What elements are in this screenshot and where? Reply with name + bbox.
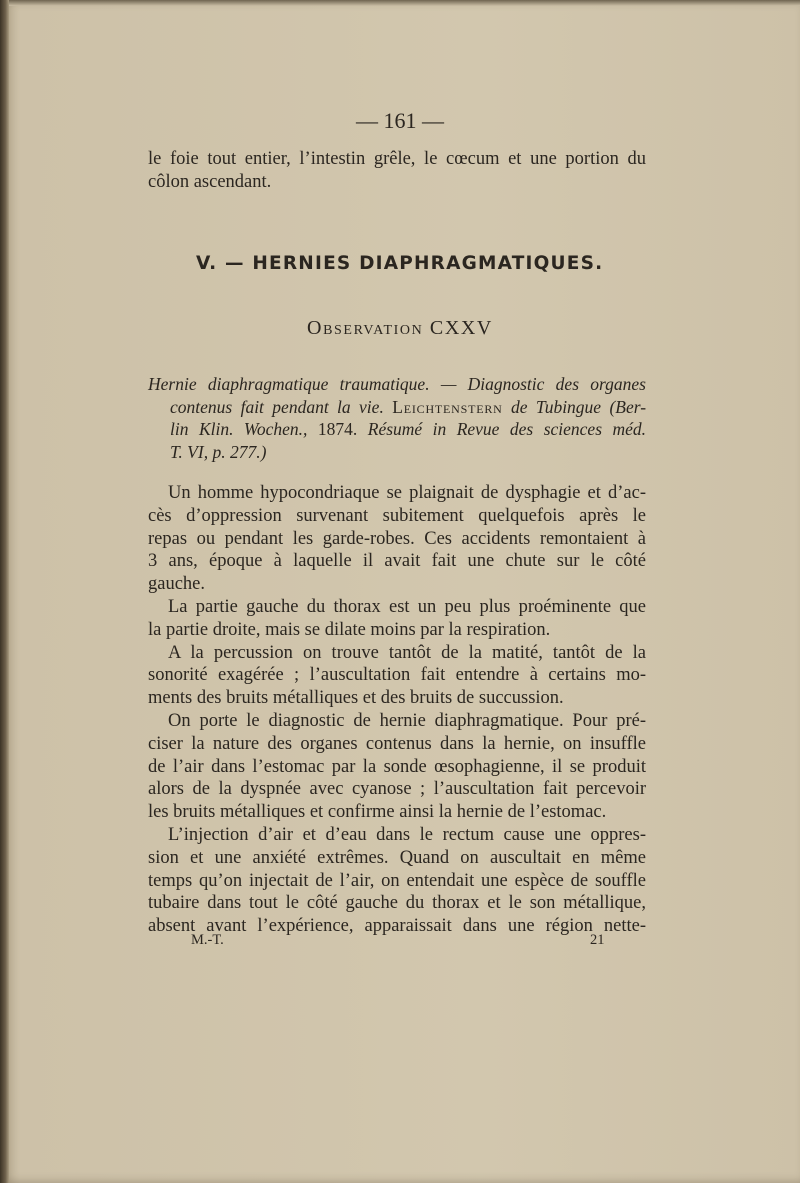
reference-author: Leichtenstern — [392, 396, 503, 417]
reference-title-cont: contenus fait pendant la vie. — [170, 396, 384, 417]
intro-line: côlon ascendant. — [148, 171, 272, 192]
reference-line — [148, 418, 646, 441]
text-line: On porte le diagnostic de hernie diaphragmatique. Pour pré- — [168, 710, 646, 731]
text-line: alors de la dyspnée avec cyanose ; l’auscultation fait percevoir — [148, 779, 646, 800]
section-heading: V. — HERNIES DIAPHRAGMATIQUES. — [196, 253, 604, 274]
printer-signature: M.-T. — [191, 932, 224, 948]
reference-line — [148, 396, 646, 419]
paragraph — [148, 596, 646, 642]
text-line: la partie droite, mais se dilate moins par la respiration. — [148, 619, 551, 640]
reference-title: Hernie diaphragmatique traumatique. — Diagnostic des organes — [148, 374, 646, 394]
text-line: sonorité exagérée ; l’auscultation fait entendre à certains mo- — [148, 665, 646, 686]
text-line: L’injection d’air et d’eau dans le rectum cause une oppres- — [168, 824, 646, 845]
text-line: temps qu’on injectait de l’air, on entendait une espèce de souffle — [148, 870, 646, 891]
text-line: ciser la nature des organes contenus dans la hernie, on insuffle — [148, 733, 646, 754]
text-line: repas ou pendant les garde-robes. Ces accidents remontaient à — [148, 528, 646, 549]
paragraph — [148, 642, 646, 710]
page-top-edge — [0, 0, 800, 6]
text-line: cès d’oppression survenant subitement quelquefois après le — [148, 505, 646, 526]
reference-summary: Résumé in Revue des sciences méd. — [367, 419, 647, 439]
text-line: Un homme hypocondriaque se plaignait de dysphagie et d’ac- — [168, 483, 646, 503]
bibliographic-reference — [148, 373, 646, 463]
text-line: gauche. — [148, 574, 206, 595]
text-line: les bruits métalliques et confirme ainsi la hernie de l’estomac. — [148, 802, 607, 823]
paragraph — [148, 482, 646, 596]
text-line: A la percussion on trouve tantôt de la matité, tantôt de la — [168, 642, 646, 663]
paragraph — [148, 824, 646, 938]
text-line: La partie gauche du thorax est un peu plus proéminente que — [168, 596, 646, 617]
reference-year: 1874. — [317, 419, 358, 439]
intro-text — [148, 148, 646, 194]
sheet-number: 21 — [590, 932, 605, 948]
paragraph — [148, 710, 646, 824]
page-number: — 161 — — [356, 108, 444, 133]
text-line: 3 ans, époque à laquelle il avait fait une chute sur le côté — [148, 551, 646, 572]
reference-journal: lin Klin. Wochen., — [170, 419, 308, 439]
text-line: sion et une anxiété extrêmes. Quand on auscultait en même — [148, 847, 646, 868]
reference-volume: T. VI, p. 277.) — [170, 441, 267, 462]
text-line: de l’air dans l’estomac par la sonde œsophagienne, il se produit — [148, 756, 646, 777]
reference-line — [148, 441, 646, 464]
intro-line: le foie tout entier, l’intestin grêle, le cœcum et une portion du — [148, 149, 646, 169]
observation-title: Observation CXXV — [307, 317, 493, 339]
text-line: tubaire dans tout le côté gauche du thorax et le son métallique, — [148, 893, 646, 914]
book-spine-shadow — [0, 0, 9, 1183]
reference-place: de Tubingue (Ber- — [511, 396, 647, 417]
reference-line — [148, 373, 646, 396]
observation-body — [148, 482, 646, 938]
text-line: absent avant l’expérience, apparaissait dans une région nette- — [148, 916, 646, 937]
text-line: ments des bruits métalliques et des bruits de succussion. — [148, 688, 564, 709]
